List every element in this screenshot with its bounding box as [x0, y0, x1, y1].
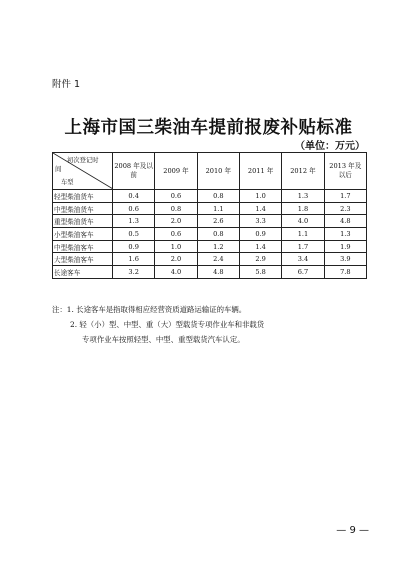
header-vehicle-type: 车型 [61, 179, 74, 186]
table-cell: 0.5 [113, 228, 155, 241]
table-cell: 2.4 [197, 253, 239, 266]
note-line-1: 注：1. 长途客车是指取得相应经营资质道路运输证的车辆。 [52, 305, 247, 314]
table-cell: 2.0 [155, 215, 197, 228]
table-cell: 4.0 [282, 215, 324, 228]
unit-label: （单位：万元） [295, 141, 365, 152]
row-label: 大型柴油客车 [53, 253, 113, 266]
table-cell: 0.8 [197, 190, 239, 203]
table-cell: 1.7 [324, 190, 366, 203]
column-header: 2010 年 [197, 153, 239, 190]
table-cell: 1.2 [197, 240, 239, 253]
table-cell: 0.8 [197, 228, 239, 241]
row-label: 小型柴油客车 [53, 228, 113, 241]
table-cell: 1.3 [282, 190, 324, 203]
table-cell: 2.6 [197, 215, 239, 228]
table-cell: 4.0 [155, 266, 197, 279]
row-label: 轻型柴油货车 [53, 190, 113, 203]
table-cell: 5.8 [239, 266, 281, 279]
table-cell: 1.0 [239, 190, 281, 203]
page-number: — 9 — [336, 525, 369, 536]
column-header: 2009 年 [155, 153, 197, 190]
table-row [53, 215, 367, 228]
column-header: 2008 年及以前 [113, 153, 155, 190]
table-cell: 1.3 [324, 228, 366, 241]
table-row [53, 240, 367, 253]
table-cell: 3.4 [282, 253, 324, 266]
table-cell: 1.3 [113, 215, 155, 228]
row-label: 中型柴油货车 [53, 202, 113, 215]
table-cell: 7.8 [324, 266, 366, 279]
column-header: 2011 年 [239, 153, 281, 190]
table-cell: 1.6 [113, 253, 155, 266]
column-header: 2012 年 [282, 153, 324, 190]
diagonal-header-cell [53, 153, 113, 190]
table-row [53, 253, 367, 266]
table-cell: 1.1 [197, 202, 239, 215]
header-registration-time-cont: 间 [55, 166, 62, 173]
table-cell: 1.9 [324, 240, 366, 253]
row-label: 长途客车 [53, 266, 113, 279]
table-cell: 2.0 [155, 253, 197, 266]
table-cell: 0.6 [155, 228, 197, 241]
table-cell: 0.9 [239, 228, 281, 241]
header-registration-time: 初次登记时 [67, 157, 99, 164]
table-cell: 4.8 [197, 266, 239, 279]
row-label: 重型柴油货车 [53, 215, 113, 228]
note-line-3: 专项作业车按照轻型、中型、重型载货汽车认定。 [82, 335, 245, 344]
table-cell: 0.4 [113, 190, 155, 203]
note-line-2: 2. 轻（小）型、中型、重（大）型载货专项作业车和非载货 [70, 320, 265, 329]
table-cell: 2.9 [239, 253, 281, 266]
table-cell: 0.6 [113, 202, 155, 215]
table-row [53, 202, 367, 215]
table-cell: 3.2 [113, 266, 155, 279]
table-cell: 1.4 [239, 202, 281, 215]
table-cell: 0.9 [113, 240, 155, 253]
attachment-label: 附件 1 [52, 79, 81, 90]
table-cell: 4.8 [324, 215, 366, 228]
table-row [53, 228, 367, 241]
table-header-row [53, 153, 367, 190]
table-cell: 1.1 [282, 228, 324, 241]
table-cell: 1.7 [282, 240, 324, 253]
subsidy-table [52, 152, 367, 279]
column-header: 2013 年及以后 [324, 153, 366, 190]
row-label: 中型柴油客车 [53, 240, 113, 253]
table-cell: 6.7 [282, 266, 324, 279]
document-title: 上海市国三柴油车提前报废补贴标准 [64, 118, 353, 138]
table-cell: 3.9 [324, 253, 366, 266]
table-row [53, 190, 367, 203]
table-cell: 0.8 [155, 202, 197, 215]
table-cell: 0.6 [155, 190, 197, 203]
table-row [53, 266, 367, 279]
table-cell: 1.0 [155, 240, 197, 253]
table-cell: 1.8 [282, 202, 324, 215]
table-cell: 2.3 [324, 202, 366, 215]
table-cell: 3.3 [239, 215, 281, 228]
table-cell: 1.4 [239, 240, 281, 253]
